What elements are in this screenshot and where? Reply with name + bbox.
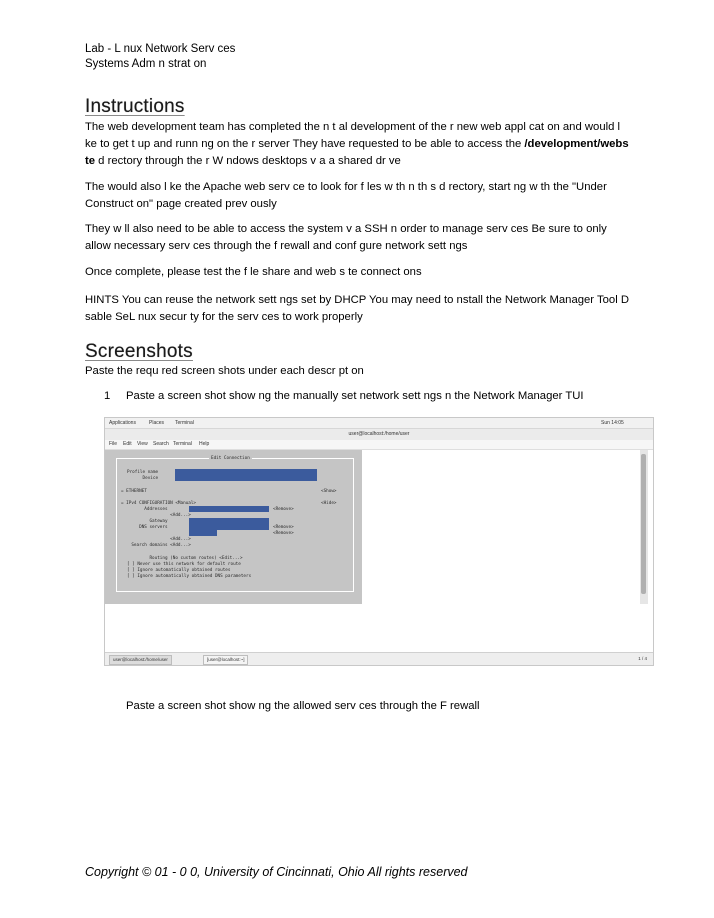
document-header-subtitle: Systems Adm n strat on [85, 58, 207, 70]
instructions-paragraph-1: The web development team has completed the n t al development of the r new web appl cat on and would l ke to get t up and runn ng on the r server They have requested to be able to access the /development/webs te d rectory through the r W ndows desktops v a a shared dr ve [85, 121, 629, 167]
places-menu: Places [149, 420, 165, 426]
taskbar-item-terminal: user@localhost:/home/user [109, 655, 172, 665]
hints-paragraph: HINTS You can reuse the network sett ngs set by DHCP You may need to nstall the Network Manager Tool D sable SeL nux secur ty for the serv ces to work properly [85, 294, 630, 323]
nmtui-terminal: Edit Connection Profile name Device = ETHERNET <Show> = IPv4 CONFIGURATION <Manual> <Hide> Addresses <Remove> <Add...> Gateway DNS servers <Remove> <Remove> <Add...> Search domains <Add...> Routing (No custom routes) <Edit...> [ ] Never use this network for default route [ ] Ignore automatically obtained routes [ ] Ignore automatically obtained DNS parameters [105, 450, 362, 604]
network-manager-screenshot [104, 417, 654, 666]
desktop-top-bar [105, 418, 653, 429]
list-item-number: 1 [104, 390, 111, 402]
dns-field-2 [189, 530, 217, 536]
address-field [189, 506, 269, 512]
device-field [175, 475, 317, 481]
terminal-scrollbar [640, 450, 648, 604]
screenshots-heading: Screenshots [85, 341, 193, 362]
instructions-paragraph-4: Once complete, please test the f le share and web s te connect ons [85, 266, 422, 278]
terminal-title-bar: user@localhost:/home/user [105, 429, 653, 440]
terminal-menu-bar: File Edit View Search Terminal Help [105, 440, 653, 450]
copyright-footer: Copyright © 01 - 0 0, University of Cincinnati, Ohio All rights reserved [85, 865, 468, 879]
dialog-title: Edit Connection [211, 456, 250, 461]
terminal-menu: Terminal [175, 420, 194, 426]
list-item-text: Paste a screen shot show ng the manually set network sett ngs n the Network Manager TUI [126, 390, 584, 402]
instructions-paragraph-2: The would also l ke the Apache web serv ce to look for f les w th n th s d rectory, start ng w th the "Under Construct on" page created prev ously [85, 181, 607, 210]
workspace-indicator: 1 / 4 [638, 656, 647, 661]
instructions-heading: Instructions [85, 96, 185, 117]
applications-menu: Applications [109, 420, 136, 426]
instructions-paragraph-3: They w ll also need to be able to access the system v a SSH n order to manage serv ces Be sure to only allow necessary serv ces through the f rewall and conf gure network sett ngs [85, 223, 607, 252]
list-item-2-text: Paste a screen shot show ng the allowed serv ces through the F rewall [126, 700, 480, 712]
clock: Sun 14:05 [601, 420, 624, 426]
document-header-title: Lab - L nux Network Serv ces [85, 43, 236, 55]
screenshots-intro: Paste the requ red screen shots under each descr pt on [85, 365, 364, 377]
taskbar-item-browser: [user@localhost:~] [203, 655, 248, 665]
directory-path: /development/webs te [85, 138, 629, 167]
desktop-taskbar [105, 652, 653, 665]
